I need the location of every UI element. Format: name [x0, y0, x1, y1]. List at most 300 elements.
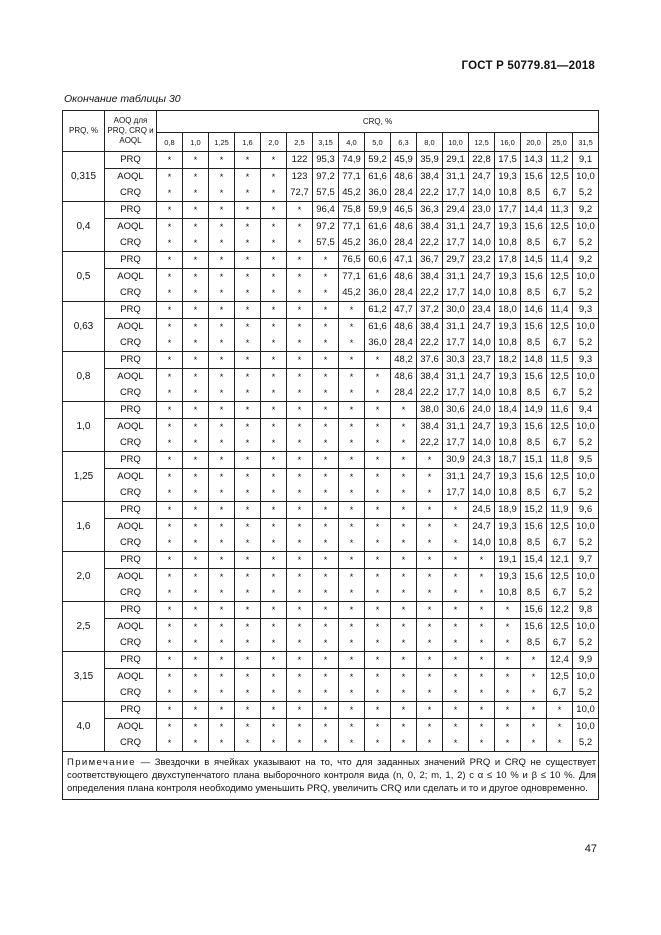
- value-cell: 38,4: [417, 319, 443, 336]
- value-cell: *: [157, 385, 183, 402]
- value-cell: *: [183, 435, 209, 452]
- row-label-cell: AOQL: [105, 219, 157, 236]
- value-cell: *: [339, 702, 365, 719]
- value-cell: 11,4: [547, 302, 573, 319]
- value-cell: 28,4: [391, 235, 417, 252]
- row-label-cell: CRQ: [105, 685, 157, 702]
- value-cell: 8,5: [521, 285, 547, 302]
- value-cell: 6,7: [547, 385, 573, 402]
- row-label-cell: PRQ: [105, 152, 157, 169]
- value-cell: 14,0: [469, 285, 495, 302]
- value-cell: 14,0: [469, 435, 495, 452]
- value-cell: 17,7: [443, 385, 469, 402]
- document-id: ГОСТ Р 50779.81—2018: [461, 60, 595, 72]
- value-cell: *: [183, 369, 209, 386]
- value-cell: *: [365, 352, 391, 369]
- value-cell: *: [287, 269, 313, 286]
- value-cell: 24,7: [469, 169, 495, 186]
- row-label-cell: PRQ: [105, 302, 157, 319]
- aoq-header: AOQ для PRQ, CRQ и AOQL: [105, 111, 157, 152]
- value-cell: 10,8: [495, 535, 521, 552]
- value-cell: *: [313, 552, 339, 569]
- value-cell: 10,8: [495, 485, 521, 502]
- value-cell: 15,2: [521, 502, 547, 519]
- value-cell: 48,6: [391, 219, 417, 236]
- value-cell: 6,7: [547, 685, 573, 702]
- value-cell: *: [313, 519, 339, 536]
- value-cell: *: [287, 619, 313, 636]
- value-cell: 12,1: [547, 552, 573, 569]
- value-cell: 46,5: [391, 202, 417, 219]
- value-cell: *: [287, 419, 313, 436]
- value-cell: *: [261, 719, 287, 736]
- value-cell: 22,2: [417, 435, 443, 452]
- value-cell: *: [157, 652, 183, 669]
- value-cell: *: [287, 435, 313, 452]
- value-cell: 30,3: [443, 352, 469, 369]
- value-cell: 15,6: [521, 219, 547, 236]
- value-cell: *: [209, 502, 235, 519]
- value-cell: 6,7: [547, 285, 573, 302]
- value-cell: *: [287, 735, 313, 752]
- row-label-cell: AOQL: [105, 719, 157, 736]
- table-row: [63, 585, 599, 602]
- value-cell: 23,0: [469, 202, 495, 219]
- value-cell: *: [313, 585, 339, 602]
- value-cell: *: [391, 552, 417, 569]
- prq-value-cell: 0,63: [63, 302, 105, 352]
- value-cell: *: [521, 719, 547, 736]
- value-cell: *: [157, 585, 183, 602]
- value-cell: 15,1: [521, 452, 547, 469]
- value-cell: 12,5: [547, 669, 573, 686]
- value-cell: *: [547, 719, 573, 736]
- value-cell: *: [443, 635, 469, 652]
- value-cell: 14,0: [469, 235, 495, 252]
- value-cell: *: [469, 652, 495, 669]
- value-cell: 10,0: [573, 319, 599, 336]
- value-cell: 10,8: [495, 335, 521, 352]
- value-cell: 97,2: [313, 169, 339, 186]
- value-cell: 12,5: [547, 269, 573, 286]
- table-row: [63, 169, 599, 186]
- value-cell: 31,1: [443, 219, 469, 236]
- value-cell: 77,1: [339, 269, 365, 286]
- value-cell: *: [287, 319, 313, 336]
- value-cell: 17,7: [443, 185, 469, 202]
- value-cell: *: [339, 535, 365, 552]
- value-cell: 11,8: [547, 452, 573, 469]
- value-cell: 15,6: [521, 169, 547, 186]
- value-cell: 5,2: [573, 335, 599, 352]
- value-cell: *: [313, 269, 339, 286]
- value-cell: 24,7: [469, 269, 495, 286]
- value-cell: *: [313, 669, 339, 686]
- value-cell: *: [287, 569, 313, 586]
- value-cell: 10,0: [573, 269, 599, 286]
- value-cell: *: [339, 385, 365, 402]
- value-cell: *: [183, 719, 209, 736]
- value-cell: *: [313, 319, 339, 336]
- value-cell: *: [417, 735, 443, 752]
- value-cell: 11,2: [547, 152, 573, 169]
- value-cell: 95,3: [313, 152, 339, 169]
- value-cell: *: [391, 469, 417, 486]
- row-label-cell: PRQ: [105, 652, 157, 669]
- value-cell: *: [339, 502, 365, 519]
- value-cell: *: [339, 669, 365, 686]
- value-cell: *: [443, 702, 469, 719]
- value-cell: *: [209, 702, 235, 719]
- value-cell: *: [183, 185, 209, 202]
- crq-table: [62, 110, 599, 800]
- value-cell: *: [235, 219, 261, 236]
- value-cell: *: [365, 602, 391, 619]
- value-cell: *: [417, 452, 443, 469]
- crq-value-header: 0,8: [157, 133, 183, 152]
- value-cell: *: [209, 335, 235, 352]
- value-cell: *: [235, 302, 261, 319]
- value-cell: *: [261, 485, 287, 502]
- value-cell: 61,2: [365, 302, 391, 319]
- value-cell: *: [313, 652, 339, 669]
- value-cell: 11,6: [547, 402, 573, 419]
- value-cell: *: [157, 485, 183, 502]
- value-cell: 9,8: [573, 602, 599, 619]
- value-cell: *: [417, 719, 443, 736]
- value-cell: *: [417, 635, 443, 652]
- value-cell: 6,7: [547, 435, 573, 452]
- value-cell: 97,2: [313, 219, 339, 236]
- value-cell: *: [183, 269, 209, 286]
- value-cell: 10,0: [573, 669, 599, 686]
- value-cell: *: [521, 735, 547, 752]
- value-cell: *: [183, 669, 209, 686]
- value-cell: *: [209, 719, 235, 736]
- value-cell: *: [183, 219, 209, 236]
- table-caption: Окончание таблицы 30: [64, 93, 181, 105]
- value-cell: 31,1: [443, 469, 469, 486]
- value-cell: 10,8: [495, 585, 521, 602]
- value-cell: *: [313, 335, 339, 352]
- value-cell: 19,3: [495, 269, 521, 286]
- value-cell: 122: [287, 152, 313, 169]
- value-cell: *: [417, 652, 443, 669]
- value-cell: *: [339, 519, 365, 536]
- value-cell: *: [391, 519, 417, 536]
- table-row: [63, 669, 599, 686]
- row-label-cell: PRQ: [105, 352, 157, 369]
- value-cell: 6,7: [547, 235, 573, 252]
- value-cell: 8,5: [521, 585, 547, 602]
- value-cell: *: [157, 469, 183, 486]
- value-cell: *: [287, 402, 313, 419]
- row-label-cell: AOQL: [105, 569, 157, 586]
- value-cell: *: [287, 535, 313, 552]
- value-cell: *: [339, 435, 365, 452]
- value-cell: *: [235, 469, 261, 486]
- value-cell: *: [495, 602, 521, 619]
- value-cell: 6,7: [547, 485, 573, 502]
- value-cell: *: [287, 652, 313, 669]
- value-cell: 15,6: [521, 619, 547, 636]
- prq-value-cell: 1,6: [63, 502, 105, 552]
- row-label-cell: AOQL: [105, 169, 157, 186]
- value-cell: *: [365, 552, 391, 569]
- value-cell: *: [313, 502, 339, 519]
- value-cell: 17,7: [443, 285, 469, 302]
- value-cell: *: [209, 352, 235, 369]
- value-cell: *: [287, 352, 313, 369]
- value-cell: *: [235, 185, 261, 202]
- value-cell: 10,0: [573, 169, 599, 186]
- value-cell: *: [287, 669, 313, 686]
- value-cell: 8,5: [521, 485, 547, 502]
- value-cell: 5,2: [573, 385, 599, 402]
- value-cell: 15,6: [521, 269, 547, 286]
- value-cell: 61,6: [365, 319, 391, 336]
- value-cell: *: [235, 485, 261, 502]
- value-cell: *: [235, 452, 261, 469]
- table-row: [63, 319, 599, 336]
- row-label-cell: PRQ: [105, 552, 157, 569]
- value-cell: *: [235, 702, 261, 719]
- value-cell: *: [183, 635, 209, 652]
- value-cell: *: [313, 385, 339, 402]
- value-cell: *: [261, 552, 287, 569]
- value-cell: *: [209, 635, 235, 652]
- value-cell: *: [391, 685, 417, 702]
- value-cell: 12,5: [547, 419, 573, 436]
- value-cell: 36,0: [365, 335, 391, 352]
- value-cell: *: [313, 535, 339, 552]
- table-row: [63, 535, 599, 552]
- value-cell: *: [287, 485, 313, 502]
- value-cell: *: [261, 285, 287, 302]
- value-cell: *: [339, 369, 365, 386]
- value-cell: 38,4: [417, 169, 443, 186]
- value-cell: 57,5: [313, 185, 339, 202]
- value-cell: *: [261, 419, 287, 436]
- table-row: [63, 285, 599, 302]
- value-cell: *: [313, 685, 339, 702]
- value-cell: *: [261, 185, 287, 202]
- value-cell: *: [287, 219, 313, 236]
- value-cell: *: [183, 202, 209, 219]
- value-cell: 15,6: [521, 319, 547, 336]
- prq-header: PRQ, %: [63, 111, 105, 152]
- value-cell: 10,0: [573, 369, 599, 386]
- value-cell: *: [209, 685, 235, 702]
- value-cell: *: [287, 502, 313, 519]
- value-cell: 9,6: [573, 502, 599, 519]
- value-cell: *: [365, 702, 391, 719]
- value-cell: *: [495, 702, 521, 719]
- value-cell: *: [261, 652, 287, 669]
- value-cell: *: [261, 202, 287, 219]
- value-cell: *: [261, 219, 287, 236]
- table-row: [63, 219, 599, 236]
- value-cell: 19,3: [495, 519, 521, 536]
- value-cell: *: [313, 352, 339, 369]
- table-row: [63, 302, 599, 319]
- prq-value-cell: 0,8: [63, 352, 105, 402]
- value-cell: 36,0: [365, 185, 391, 202]
- value-cell: *: [339, 469, 365, 486]
- value-cell: *: [235, 502, 261, 519]
- value-cell: *: [391, 669, 417, 686]
- value-cell: *: [469, 569, 495, 586]
- value-cell: *: [157, 269, 183, 286]
- value-cell: *: [261, 602, 287, 619]
- value-cell: *: [443, 535, 469, 552]
- value-cell: 12,2: [547, 602, 573, 619]
- row-label-cell: CRQ: [105, 535, 157, 552]
- value-cell: 19,3: [495, 469, 521, 486]
- value-cell: *: [365, 669, 391, 686]
- value-cell: 31,1: [443, 319, 469, 336]
- value-cell: *: [287, 302, 313, 319]
- value-cell: *: [209, 469, 235, 486]
- value-cell: *: [391, 419, 417, 436]
- value-cell: *: [287, 335, 313, 352]
- value-cell: *: [469, 669, 495, 686]
- value-cell: *: [287, 602, 313, 619]
- value-cell: 17,5: [495, 152, 521, 169]
- row-label-cell: AOQL: [105, 269, 157, 286]
- value-cell: 15,6: [521, 369, 547, 386]
- value-cell: *: [235, 385, 261, 402]
- value-cell: *: [209, 485, 235, 502]
- value-cell: *: [157, 602, 183, 619]
- value-cell: *: [443, 552, 469, 569]
- value-cell: *: [183, 502, 209, 519]
- value-cell: *: [235, 419, 261, 436]
- value-cell: 12,5: [547, 519, 573, 536]
- value-cell: *: [261, 435, 287, 452]
- value-cell: *: [261, 352, 287, 369]
- value-cell: *: [339, 652, 365, 669]
- value-cell: *: [339, 402, 365, 419]
- value-cell: *: [313, 735, 339, 752]
- value-cell: *: [417, 502, 443, 519]
- value-cell: 75,8: [339, 202, 365, 219]
- value-cell: *: [287, 469, 313, 486]
- value-cell: *: [417, 519, 443, 536]
- value-cell: *: [261, 519, 287, 536]
- row-label-cell: AOQL: [105, 519, 157, 536]
- value-cell: *: [183, 352, 209, 369]
- value-cell: 77,1: [339, 169, 365, 186]
- table-row: [63, 719, 599, 736]
- crq-value-header: 5,0: [365, 133, 391, 152]
- value-cell: 48,6: [391, 319, 417, 336]
- value-cell: *: [157, 219, 183, 236]
- value-cell: 11,5: [547, 352, 573, 369]
- value-cell: *: [261, 235, 287, 252]
- value-cell: *: [443, 602, 469, 619]
- value-cell: 12,5: [547, 469, 573, 486]
- value-cell: *: [261, 385, 287, 402]
- value-cell: *: [209, 652, 235, 669]
- value-cell: *: [521, 652, 547, 669]
- value-cell: *: [183, 585, 209, 602]
- value-cell: *: [365, 519, 391, 536]
- value-cell: *: [209, 585, 235, 602]
- value-cell: *: [157, 352, 183, 369]
- table-row: [63, 552, 599, 569]
- value-cell: 19,3: [495, 419, 521, 436]
- prq-value-cell: 0,4: [63, 202, 105, 252]
- value-cell: *: [235, 252, 261, 269]
- value-cell: *: [391, 485, 417, 502]
- value-cell: *: [261, 685, 287, 702]
- value-cell: 123: [287, 169, 313, 186]
- value-cell: 28,4: [391, 335, 417, 352]
- value-cell: *: [365, 419, 391, 436]
- value-cell: 9,3: [573, 352, 599, 369]
- value-cell: 22,2: [417, 235, 443, 252]
- value-cell: 31,1: [443, 369, 469, 386]
- value-cell: *: [209, 619, 235, 636]
- value-cell: 6,7: [547, 185, 573, 202]
- value-cell: 48,6: [391, 369, 417, 386]
- value-cell: *: [417, 485, 443, 502]
- value-cell: *: [157, 569, 183, 586]
- value-cell: *: [313, 435, 339, 452]
- value-cell: *: [391, 535, 417, 552]
- value-cell: *: [287, 635, 313, 652]
- value-cell: *: [157, 519, 183, 536]
- value-cell: *: [157, 452, 183, 469]
- value-cell: 76,5: [339, 252, 365, 269]
- value-cell: *: [261, 252, 287, 269]
- row-label-cell: CRQ: [105, 185, 157, 202]
- value-cell: 61,6: [365, 169, 391, 186]
- value-cell: 45,2: [339, 185, 365, 202]
- value-cell: *: [235, 552, 261, 569]
- value-cell: 15,6: [521, 419, 547, 436]
- value-cell: 10,0: [573, 719, 599, 736]
- row-label-cell: PRQ: [105, 702, 157, 719]
- value-cell: *: [365, 685, 391, 702]
- value-cell: *: [495, 685, 521, 702]
- row-label-cell: AOQL: [105, 669, 157, 686]
- value-cell: *: [183, 602, 209, 619]
- value-cell: *: [157, 702, 183, 719]
- value-cell: *: [157, 335, 183, 352]
- value-cell: 9,4: [573, 402, 599, 419]
- value-cell: *: [157, 435, 183, 452]
- value-cell: *: [391, 435, 417, 452]
- table-row: [63, 185, 599, 202]
- row-label-cell: PRQ: [105, 252, 157, 269]
- table-row: [63, 352, 599, 369]
- value-cell: 14,3: [521, 152, 547, 169]
- value-cell: *: [417, 585, 443, 602]
- value-cell: *: [157, 402, 183, 419]
- value-cell: *: [287, 452, 313, 469]
- value-cell: 24,3: [469, 452, 495, 469]
- value-cell: *: [209, 235, 235, 252]
- value-cell: *: [417, 469, 443, 486]
- value-cell: *: [365, 585, 391, 602]
- table-row: [63, 252, 599, 269]
- value-cell: *: [209, 419, 235, 436]
- value-cell: *: [287, 285, 313, 302]
- table-body: [63, 152, 599, 752]
- value-cell: 15,4: [521, 552, 547, 569]
